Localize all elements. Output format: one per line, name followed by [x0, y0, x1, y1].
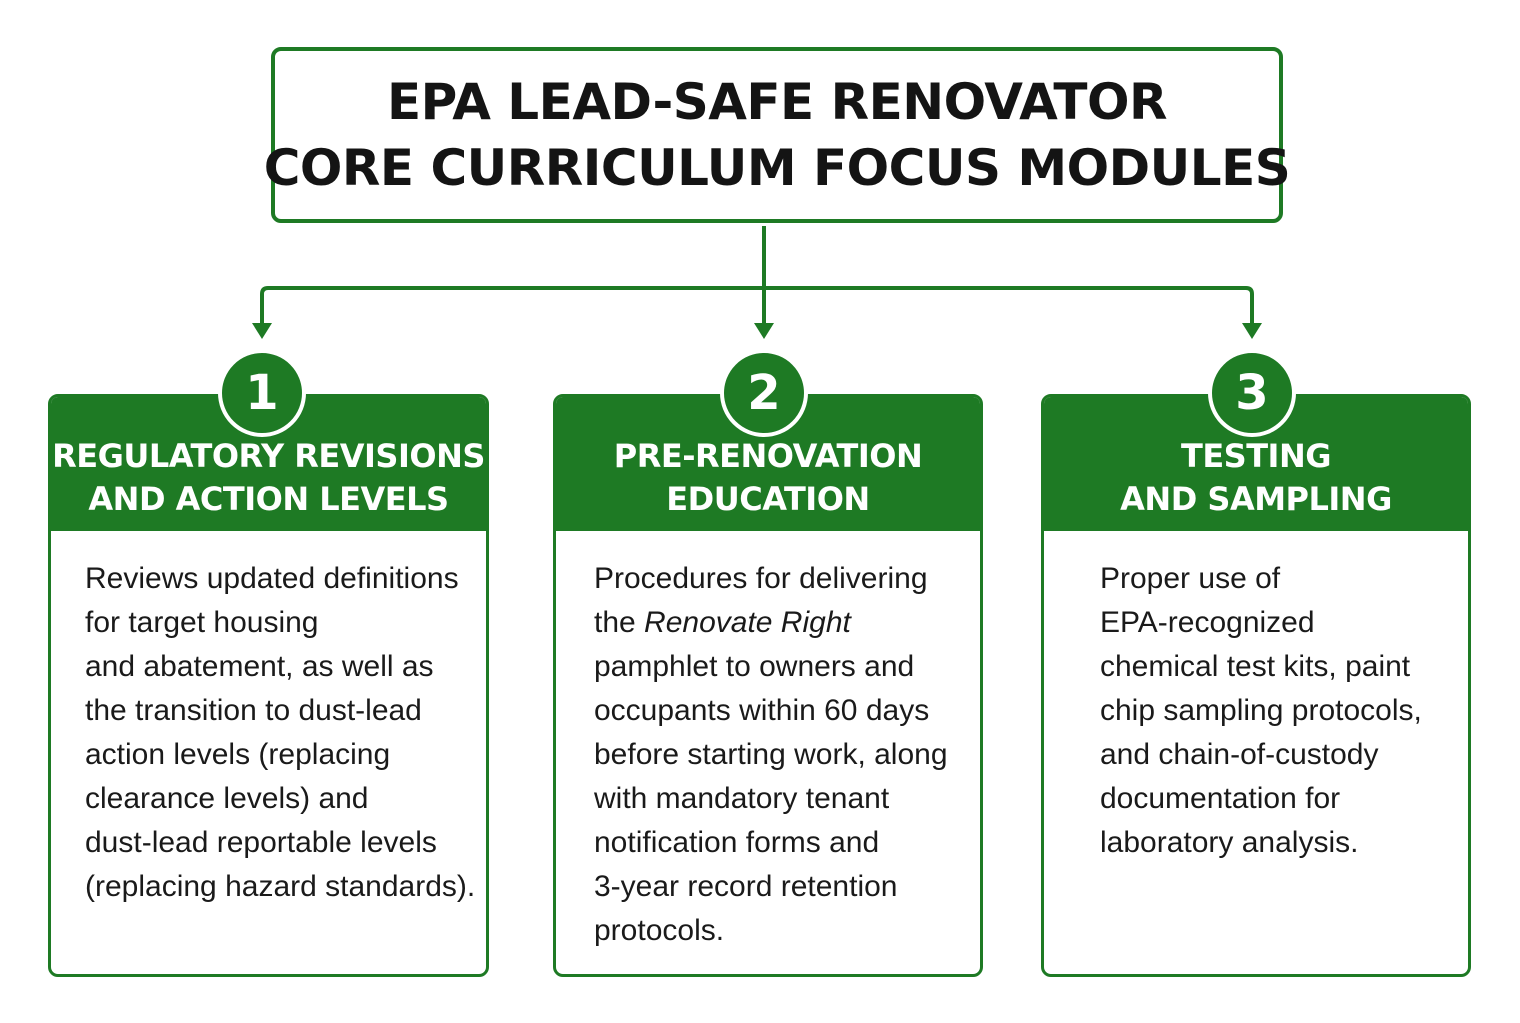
module-title-line: AND ACTION LEVELS	[88, 480, 449, 518]
title-line-1: EPA LEAD-SAFE RENOVATOR	[386, 73, 1168, 131]
module-body-line-with-title	[594, 601, 980, 645]
pamphlet-title: Renovate Right	[644, 606, 851, 639]
module-body-line: protocols.	[594, 914, 725, 947]
title-line-2: CORE CURRICULUM FOCUS MODULES	[263, 139, 1291, 197]
module-body-line: chip sampling protocols,	[1100, 694, 1422, 727]
arrow-down-icon	[754, 323, 774, 339]
module-body-line: laboratory analysis.	[1100, 826, 1359, 859]
module-body-line: occupants within 60 days	[594, 694, 930, 727]
module-body-line: (replacing hazard standards).	[85, 870, 476, 903]
module-body-line: for target housing	[85, 606, 319, 639]
diagram-title-box	[263, 47, 1291, 223]
arrow-down-icon	[1242, 323, 1262, 339]
module-title-line: AND SAMPLING	[1120, 480, 1392, 518]
module-number-badge-3: 3	[1208, 349, 1296, 437]
module-body-line: chemical test kits, paint	[1100, 650, 1411, 683]
arrow-down-icon	[252, 323, 272, 339]
module-body-text: the	[594, 606, 645, 639]
module-card-1	[48, 394, 489, 977]
module-body-line: Proper use of	[1100, 562, 1281, 595]
module-title-line: TESTING	[1180, 437, 1331, 475]
module-card-2	[553, 394, 983, 977]
module-body-line: pamphlet to owners and	[594, 650, 915, 683]
connector-branch	[262, 288, 1252, 326]
module-body-line: notification forms and	[594, 826, 880, 859]
module-number-badge-2: 2	[720, 349, 808, 437]
module-body-3	[1044, 531, 1468, 865]
module-body-1	[51, 531, 486, 909]
module-body-line: Reviews updated definitions	[85, 562, 459, 595]
module-body-line: the transition to dust-lead	[85, 694, 422, 727]
module-body-line: clearance levels) and	[85, 782, 369, 815]
module-number-badge-1: 1	[218, 349, 306, 437]
module-body-line: 3-year record retention	[594, 870, 898, 903]
module-title-line: EDUCATION	[666, 480, 870, 518]
module-title-line: PRE-RENOVATION	[613, 437, 923, 475]
module-body-line: action levels (replacing	[85, 738, 391, 771]
module-title-line: REGULATORY REVISIONS	[52, 437, 485, 475]
module-body-line: and abatement, as well as	[85, 650, 434, 683]
module-body-line: before starting work, along	[594, 738, 948, 771]
module-body-line: dust-lead reportable levels	[85, 826, 437, 859]
module-body-2	[556, 531, 980, 953]
module-body-line: documentation for	[1100, 782, 1341, 815]
module-body-line: with mandatory tenant	[594, 782, 890, 815]
module-body-line: EPA-recognized	[1100, 606, 1315, 639]
module-body-line: and chain-of-custody	[1100, 738, 1379, 771]
module-body-line: Procedures for delivering	[594, 562, 928, 595]
module-card-3	[1041, 394, 1471, 977]
